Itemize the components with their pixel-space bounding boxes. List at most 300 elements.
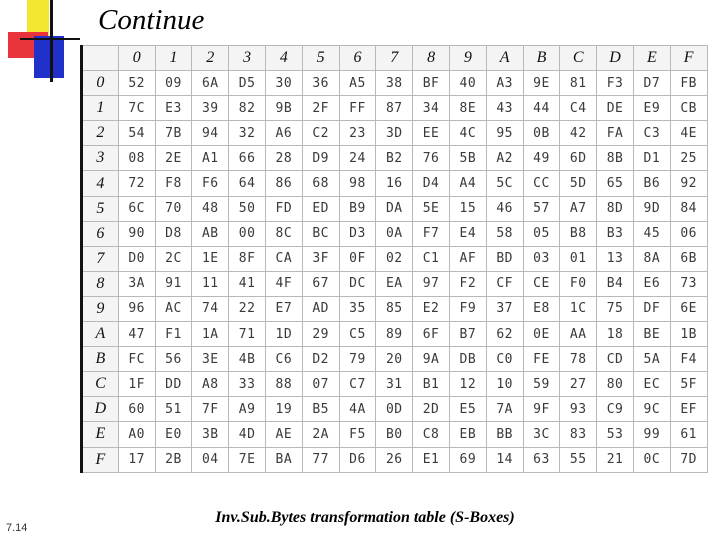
table-cell: D8 — [155, 221, 192, 246]
table-cell: 65 — [597, 171, 634, 196]
table-cell: 35 — [339, 296, 376, 321]
column-header: 8 — [413, 46, 450, 71]
table-cell: 56 — [155, 347, 192, 372]
table-cell: 4B — [229, 347, 266, 372]
inv-sbox-table — [80, 45, 708, 473]
table-cell: A8 — [192, 372, 229, 397]
table-caption: Inv.Sub.Bytes transformation table (S-Boxes) — [215, 509, 515, 526]
table-cell: 46 — [486, 196, 523, 221]
table-cell: 5A — [633, 347, 670, 372]
table-cell: 05 — [523, 221, 560, 246]
table-cell: 9D — [633, 196, 670, 221]
table-cell: F0 — [560, 271, 597, 296]
row-header: 3 — [82, 146, 119, 171]
table-cell: 13 — [597, 246, 634, 271]
table-cell: 8A — [633, 246, 670, 271]
table-row — [82, 347, 708, 372]
table-cell: 1B — [670, 322, 707, 347]
table-cell: AB — [192, 221, 229, 246]
table-cell: B0 — [376, 422, 413, 447]
table-cell: 67 — [302, 271, 339, 296]
table-cell: 18 — [597, 322, 634, 347]
table-cell: 0E — [523, 322, 560, 347]
table-cell: 8C — [265, 221, 302, 246]
row-header: C — [82, 372, 119, 397]
table-cell: 90 — [118, 221, 155, 246]
table-cell: A6 — [265, 121, 302, 146]
table-cell: 10 — [486, 372, 523, 397]
table-row — [82, 71, 708, 96]
table-cell: 33 — [229, 372, 266, 397]
table-cell: A9 — [229, 397, 266, 422]
table-cell: F5 — [339, 422, 376, 447]
table-cell: 9B — [265, 96, 302, 121]
table-cell: 66 — [229, 146, 266, 171]
table-cell: FE — [523, 347, 560, 372]
table-cell: F2 — [449, 271, 486, 296]
table-cell: B1 — [413, 372, 450, 397]
table-cell: FC — [118, 347, 155, 372]
table-cell: 00 — [229, 221, 266, 246]
table-cell: 3A — [118, 271, 155, 296]
column-header: 5 — [302, 46, 339, 71]
table-cell: A4 — [449, 171, 486, 196]
table-cell: 24 — [339, 146, 376, 171]
row-header: 4 — [82, 171, 119, 196]
table-cell: 97 — [413, 271, 450, 296]
table-cell: F1 — [155, 322, 192, 347]
table-cell: 27 — [560, 372, 597, 397]
table-cell: 08 — [118, 146, 155, 171]
table-cell: 84 — [670, 196, 707, 221]
table-cell: 72 — [118, 171, 155, 196]
table-cell: 55 — [560, 447, 597, 472]
table-cell: 6B — [670, 246, 707, 271]
table-cell: 5E — [413, 196, 450, 221]
table-cell: F9 — [449, 296, 486, 321]
table-cell: 86 — [265, 171, 302, 196]
table-cell: EF — [670, 397, 707, 422]
table-cell: 4A — [339, 397, 376, 422]
table-cell: A2 — [486, 146, 523, 171]
table-cell: 54 — [118, 121, 155, 146]
table-cell: 49 — [523, 146, 560, 171]
table-cell: 2F — [302, 96, 339, 121]
table-cell: F8 — [155, 171, 192, 196]
table-cell: 07 — [302, 372, 339, 397]
column-header: 0 — [118, 46, 155, 71]
table-cell: 28 — [265, 146, 302, 171]
row-header: F — [82, 447, 119, 472]
table-cell: 0D — [376, 397, 413, 422]
table-cell: B3 — [597, 221, 634, 246]
table-cell: AF — [449, 246, 486, 271]
column-header: A — [486, 46, 523, 71]
slide-logo-icon — [0, 0, 80, 82]
table-cell: 83 — [560, 422, 597, 447]
table-cell: 34 — [413, 96, 450, 121]
table-cell: C0 — [486, 347, 523, 372]
table-cell: 42 — [560, 121, 597, 146]
table-cell: 14 — [486, 447, 523, 472]
table-cell: B7 — [449, 322, 486, 347]
table-cell: 17 — [118, 447, 155, 472]
row-header: 8 — [82, 271, 119, 296]
table-cell: BC — [302, 221, 339, 246]
table-cell: E0 — [155, 422, 192, 447]
table-cell: 61 — [670, 422, 707, 447]
row-header: 0 — [82, 71, 119, 96]
table-cell: 6F — [413, 322, 450, 347]
table-cell: D6 — [339, 447, 376, 472]
table-row — [82, 372, 708, 397]
table-cell: 32 — [229, 121, 266, 146]
table-row — [82, 322, 708, 347]
table-cell: D7 — [633, 71, 670, 96]
table-cell: 45 — [633, 221, 670, 246]
table-cell: 1A — [192, 322, 229, 347]
table-cell: 7C — [118, 96, 155, 121]
table-cell: D9 — [302, 146, 339, 171]
table-cell: 41 — [229, 271, 266, 296]
table-cell: 93 — [560, 397, 597, 422]
table-cell: B8 — [560, 221, 597, 246]
table-cell: 9E — [523, 71, 560, 96]
table-row — [82, 397, 708, 422]
row-header: 1 — [82, 96, 119, 121]
table-cell: 95 — [486, 121, 523, 146]
table-cell: C3 — [633, 121, 670, 146]
table-cell: 15 — [449, 196, 486, 221]
table-cell: D5 — [229, 71, 266, 96]
table-cell: 1F — [118, 372, 155, 397]
table-cell: B2 — [376, 146, 413, 171]
table-cell: 1C — [560, 296, 597, 321]
table-cell: 8D — [597, 196, 634, 221]
table-cell: 0B — [523, 121, 560, 146]
table-cell: 1D — [265, 322, 302, 347]
table-cell: 3D — [376, 121, 413, 146]
table-cell: 39 — [192, 96, 229, 121]
column-header-row — [82, 46, 708, 71]
row-header: B — [82, 347, 119, 372]
table-cell: 6E — [670, 296, 707, 321]
table-cell: 6A — [192, 71, 229, 96]
table-cell: 69 — [449, 447, 486, 472]
table-cell: E2 — [413, 296, 450, 321]
row-header: 2 — [82, 121, 119, 146]
table-cell: 9C — [633, 397, 670, 422]
table-cell: CE — [523, 271, 560, 296]
table-cell: DF — [633, 296, 670, 321]
table-cell: CC — [523, 171, 560, 196]
column-header: 6 — [339, 46, 376, 71]
table-cell: 99 — [633, 422, 670, 447]
table-row — [82, 196, 708, 221]
table-cell: 19 — [265, 397, 302, 422]
table-cell: 58 — [486, 221, 523, 246]
table-cell: E9 — [633, 96, 670, 121]
table-cell: 16 — [376, 171, 413, 196]
table-cell: F4 — [670, 347, 707, 372]
table-cell: 0C — [633, 447, 670, 472]
table-cell: 71 — [229, 322, 266, 347]
table-cell: 21 — [597, 447, 634, 472]
column-header: C — [560, 46, 597, 71]
table-cell: 76 — [413, 146, 450, 171]
table-cell: D1 — [633, 146, 670, 171]
table-row — [82, 246, 708, 271]
table-cell: B6 — [633, 171, 670, 196]
table-cell: 51 — [155, 397, 192, 422]
table-cell: 4C — [449, 121, 486, 146]
table-cell: 20 — [376, 347, 413, 372]
table-cell: 70 — [155, 196, 192, 221]
table-cell: EC — [633, 372, 670, 397]
table-cell: 30 — [265, 71, 302, 96]
table-row — [82, 271, 708, 296]
column-header: 4 — [265, 46, 302, 71]
table-cell: EA — [376, 271, 413, 296]
table-cell: 74 — [192, 296, 229, 321]
table-cell: 6D — [560, 146, 597, 171]
table-cell: 68 — [302, 171, 339, 196]
table-cell: 22 — [229, 296, 266, 321]
table-cell: DC — [339, 271, 376, 296]
table-cell: 98 — [339, 171, 376, 196]
table-cell: 5C — [486, 171, 523, 196]
table-cell: 26 — [376, 447, 413, 472]
table-cell: 4F — [265, 271, 302, 296]
table-cell: A0 — [118, 422, 155, 447]
table-cell: D0 — [118, 246, 155, 271]
table-cell: 47 — [118, 322, 155, 347]
table-cell: 02 — [376, 246, 413, 271]
table-cell: 3E — [192, 347, 229, 372]
table-cell: 63 — [523, 447, 560, 472]
table-cell: FB — [670, 71, 707, 96]
table-cell: FA — [597, 121, 634, 146]
table-cell: 0A — [376, 221, 413, 246]
table-cell: D3 — [339, 221, 376, 246]
table-cell: C9 — [597, 397, 634, 422]
table-cell: 53 — [597, 422, 634, 447]
column-header: F — [670, 46, 707, 71]
table-cell: 80 — [597, 372, 634, 397]
table-cell: 9A — [413, 347, 450, 372]
table-cell: 2C — [155, 246, 192, 271]
table-cell: ED — [302, 196, 339, 221]
table-cell: 40 — [449, 71, 486, 96]
table-cell: 06 — [670, 221, 707, 246]
table-cell: AA — [560, 322, 597, 347]
table-cell: 31 — [376, 372, 413, 397]
column-header: D — [597, 46, 634, 71]
table-cell: 8E — [449, 96, 486, 121]
column-header: E — [633, 46, 670, 71]
table-cell: 7E — [229, 447, 266, 472]
slide-number: 7.14 — [6, 522, 28, 534]
table-cell: 44 — [523, 96, 560, 121]
table-cell: E6 — [633, 271, 670, 296]
table-cell: 60 — [118, 397, 155, 422]
row-header: 5 — [82, 196, 119, 221]
table-row — [82, 221, 708, 246]
table-cell: 0F — [339, 246, 376, 271]
table-cell: C6 — [265, 347, 302, 372]
table-cell: C1 — [413, 246, 450, 271]
table-cell: 4D — [229, 422, 266, 447]
table-cell: CB — [670, 96, 707, 121]
table-row — [82, 171, 708, 196]
table-cell: B4 — [597, 271, 634, 296]
table-cell: 4E — [670, 121, 707, 146]
row-header: E — [82, 422, 119, 447]
table-cell: 2B — [155, 447, 192, 472]
table-cell: 64 — [229, 171, 266, 196]
table-cell: 38 — [376, 71, 413, 96]
table-cell: 89 — [376, 322, 413, 347]
table-cell: 52 — [118, 71, 155, 96]
table-cell: E5 — [449, 397, 486, 422]
table-cell: C7 — [339, 372, 376, 397]
table-cell: 01 — [560, 246, 597, 271]
table-cell: BF — [413, 71, 450, 96]
table-cell: 6C — [118, 196, 155, 221]
row-header: A — [82, 322, 119, 347]
table-cell: 79 — [339, 347, 376, 372]
table-cell: 36 — [302, 71, 339, 96]
column-header: B — [523, 46, 560, 71]
table-cell: 94 — [192, 121, 229, 146]
table-cell: 7A — [486, 397, 523, 422]
table-cell: BE — [633, 322, 670, 347]
table-cell: 03 — [523, 246, 560, 271]
table-cell: BD — [486, 246, 523, 271]
table-cell: 59 — [523, 372, 560, 397]
table-cell: 8F — [229, 246, 266, 271]
table-cell: 2D — [413, 397, 450, 422]
table-cell: D2 — [302, 347, 339, 372]
table-cell: DB — [449, 347, 486, 372]
table-cell: E7 — [265, 296, 302, 321]
table-cell: 3B — [192, 422, 229, 447]
table-cell: 87 — [376, 96, 413, 121]
table-cell: 09 — [155, 71, 192, 96]
column-header: 1 — [155, 46, 192, 71]
table-cell: DD — [155, 372, 192, 397]
table-cell: BB — [486, 422, 523, 447]
table-cell: 85 — [376, 296, 413, 321]
table-cell: FD — [265, 196, 302, 221]
table-cell: EB — [449, 422, 486, 447]
row-header: 7 — [82, 246, 119, 271]
table-cell: 2A — [302, 422, 339, 447]
column-header: 9 — [449, 46, 486, 71]
table-cell: F3 — [597, 71, 634, 96]
column-header: 7 — [376, 46, 413, 71]
table-cell: 12 — [449, 372, 486, 397]
table-cell: 1E — [192, 246, 229, 271]
table-cell: AE — [265, 422, 302, 447]
table-cell: CF — [486, 271, 523, 296]
table-cell: 78 — [560, 347, 597, 372]
table-cell: 62 — [486, 322, 523, 347]
table-cell: E1 — [413, 447, 450, 472]
table-cell: A3 — [486, 71, 523, 96]
table-cell: 2E — [155, 146, 192, 171]
table-row — [82, 96, 708, 121]
corner-cell — [82, 46, 119, 71]
table-cell: C5 — [339, 322, 376, 347]
table-row — [82, 422, 708, 447]
table-cell: 77 — [302, 447, 339, 472]
table-cell: E8 — [523, 296, 560, 321]
table-cell: A1 — [192, 146, 229, 171]
column-header: 3 — [229, 46, 266, 71]
table-cell: A5 — [339, 71, 376, 96]
table-cell: 91 — [155, 271, 192, 296]
table-cell: E3 — [155, 96, 192, 121]
table-cell: 82 — [229, 96, 266, 121]
table-cell: 9F — [523, 397, 560, 422]
table-cell: DE — [597, 96, 634, 121]
table-cell: F7 — [413, 221, 450, 246]
table-cell: 75 — [597, 296, 634, 321]
table-cell: 73 — [670, 271, 707, 296]
table-cell: 57 — [523, 196, 560, 221]
table-cell: 23 — [339, 121, 376, 146]
row-header: 9 — [82, 296, 119, 321]
table-cell: 29 — [302, 322, 339, 347]
slide-title: Continue — [98, 4, 205, 36]
table-cell: 3C — [523, 422, 560, 447]
table-cell: 8B — [597, 146, 634, 171]
table-cell: F6 — [192, 171, 229, 196]
table-cell: C8 — [413, 422, 450, 447]
table-cell: 43 — [486, 96, 523, 121]
column-header: 2 — [192, 46, 229, 71]
table-cell: 7B — [155, 121, 192, 146]
table-cell: E4 — [449, 221, 486, 246]
table-cell: 81 — [560, 71, 597, 96]
table-cell: 7D — [670, 447, 707, 472]
table-cell: 5D — [560, 171, 597, 196]
table-cell: 25 — [670, 146, 707, 171]
table-cell: 04 — [192, 447, 229, 472]
table-cell: AD — [302, 296, 339, 321]
table-cell: 50 — [229, 196, 266, 221]
table-cell: 48 — [192, 196, 229, 221]
table-cell: 11 — [192, 271, 229, 296]
table-cell: AC — [155, 296, 192, 321]
table-row — [82, 296, 708, 321]
table-cell: D4 — [413, 171, 450, 196]
table-cell: EE — [413, 121, 450, 146]
table-cell: C2 — [302, 121, 339, 146]
row-header: D — [82, 397, 119, 422]
table-cell: 37 — [486, 296, 523, 321]
table-row — [82, 146, 708, 171]
table-cell: 5F — [670, 372, 707, 397]
table-cell: CD — [597, 347, 634, 372]
table-cell: BA — [265, 447, 302, 472]
table-cell: B9 — [339, 196, 376, 221]
table-row — [82, 447, 708, 472]
table-cell: 88 — [265, 372, 302, 397]
table-cell: B5 — [302, 397, 339, 422]
table-cell: 5B — [449, 146, 486, 171]
